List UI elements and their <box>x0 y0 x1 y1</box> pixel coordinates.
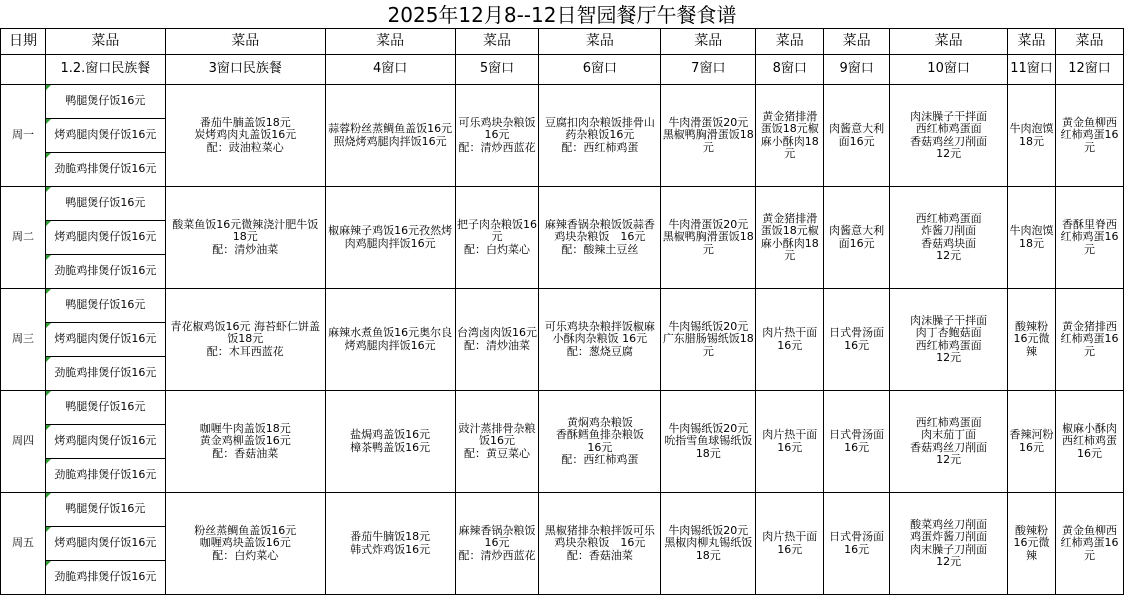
claypot-item: 劲脆鸡排煲仔饭16元 <box>45 561 165 595</box>
window-10-menu: 肉沫臊子干拌面 西红柿鸡蛋面 香菇鸡丝刀削面 12元 <box>890 85 1008 187</box>
window-10-menu: 西红柿鸡蛋面 肉末茄丁面 香菇鸡丝刀削面 12元 <box>890 391 1008 493</box>
day-row <box>1 289 1124 323</box>
window-cell: 7窗口 <box>661 55 756 85</box>
claypot-item: 鸭腿煲仔饭16元 <box>45 187 165 221</box>
window-9-menu: 日式骨汤面16元 <box>824 391 890 493</box>
claypot-item: 劲脆鸡排煲仔饭16元 <box>45 459 165 493</box>
window-10-menu: 西红柿鸡蛋面 炸酱刀削面 香菇鸡块面 12元 <box>890 187 1008 289</box>
window-3-menu: 番茄牛腩盖饭18元 炭烤鸡肉丸盖饭16元 配：豉油粒菜心 <box>165 85 325 187</box>
window-7-menu: 牛肉滑蛋饭20元 黑椒鸭胸滑蛋饭18元 <box>661 187 756 289</box>
window-8-menu: 肉片热干面16元 <box>756 391 824 493</box>
menu-table <box>0 28 1124 595</box>
header-cell: 菜品 <box>824 29 890 55</box>
header-cell: 日期 <box>1 29 46 55</box>
window-5-menu: 台湾卤肉饭16元 配：清炒油菜 <box>455 289 539 391</box>
window-6-menu: 豆腐扣肉杂粮饭排骨山药杂粮饭16元 配：西红柿鸡蛋 <box>539 85 661 187</box>
claypot-item: 鸭腿煲仔饭16元 <box>45 85 165 119</box>
window-9-menu: 肉酱意大利面16元 <box>824 85 890 187</box>
header-cell: 菜品 <box>325 29 455 55</box>
page-title: 2025年12月8--12日智园餐厅午餐食谱 <box>387 3 737 27</box>
header-row <box>1 29 1124 55</box>
day-row <box>1 391 1124 425</box>
window-11-menu: 香辣河粉16元 <box>1008 391 1056 493</box>
window-8-menu: 肉片热干面16元 <box>756 493 824 595</box>
window-5-menu: 把子肉杂粮饭16元 配：白灼菜心 <box>455 187 539 289</box>
header-cell: 菜品 <box>455 29 539 55</box>
window-6-menu: 黄焖鸡杂粮饭 香酥鳕鱼排杂粮饭 16元 配：西红柿鸡蛋 <box>539 391 661 493</box>
window-6-menu: 麻辣香锅杂粮饭饭蒜香鸡块杂粮饭 16元 配：酸辣土豆丝 <box>539 187 661 289</box>
window-12-menu: 椒麻小酥肉西红柿鸡蛋16元 <box>1055 391 1123 493</box>
window-3-menu: 粉丝蒸鲷鱼盖饭16元 咖喱鸡块盖饭16元 配：白灼菜心 <box>165 493 325 595</box>
window-4-menu: 蒜蓉粉丝蒸鲷鱼盖饭16元照烧烤鸡腿肉拌饭16元 <box>325 85 455 187</box>
window-4-menu: 番茄牛腩饭18元 韩式炸鸡饭16元 <box>325 493 455 595</box>
window-4-menu: 盐焗鸡盖饭16元 樟茶鸭盖饭16元 <box>325 391 455 493</box>
header-cell: 菜品 <box>756 29 824 55</box>
window-9-menu: 日式骨汤面16元 <box>824 289 890 391</box>
window-11-menu: 酸辣粉16元微辣 <box>1008 289 1056 391</box>
header-cell: 菜品 <box>45 29 165 55</box>
day-label: 周三 <box>1 289 46 391</box>
window-11-menu: 牛肉泡馍18元 <box>1008 187 1056 289</box>
window-6-menu: 黑椒猪排杂粮拌饭可乐鸡块杂粮饭 16元 配：香菇油菜 <box>539 493 661 595</box>
claypot-item: 劲脆鸡排煲仔饭16元 <box>45 255 165 289</box>
header-cell: 菜品 <box>661 29 756 55</box>
window-row <box>1 55 1124 85</box>
window-7-menu: 牛肉滑蛋饭20元 黑椒鸭胸滑蛋饭18元 <box>661 85 756 187</box>
claypot-item: 烤鸡腿肉煲仔饭16元 <box>45 119 165 153</box>
window-9-menu: 日式骨汤面16元 <box>824 493 890 595</box>
header-cell: 菜品 <box>890 29 1008 55</box>
window-3-menu: 青花椒鸡饭16元 海苔虾仁饼盖饭18元 配：木耳西蓝花 <box>165 289 325 391</box>
window-10-menu: 肉沫臊子干拌面 肉丁杏鲍菇面 西红柿鸡蛋面 12元 <box>890 289 1008 391</box>
window-11-menu: 牛肉泡馍18元 <box>1008 85 1056 187</box>
window-cell: 9窗口 <box>824 55 890 85</box>
header-cell: 菜品 <box>1055 29 1123 55</box>
window-cell: 1.2.窗口民族餐 <box>45 55 165 85</box>
claypot-item: 鸭腿煲仔饭16元 <box>45 493 165 527</box>
claypot-item: 鸭腿煲仔饭16元 <box>45 289 165 323</box>
window-cell: 5窗口 <box>455 55 539 85</box>
window-12-menu: 黄金鱼柳西红柿鸡蛋16元 <box>1055 493 1123 595</box>
window-6-menu: 可乐鸡块杂粮拌饭椒麻小酥肉杂粮饭 16元 配：葱烧豆腐 <box>539 289 661 391</box>
header-cell: 菜品 <box>165 29 325 55</box>
claypot-item: 鸭腿煲仔饭16元 <box>45 391 165 425</box>
window-cell: 12窗口 <box>1055 55 1123 85</box>
window-10-menu: 酸菜鸡丝刀削面 鸡蛋炸酱刀削面 肉末臊子刀削面 12元 <box>890 493 1008 595</box>
header-cell: 菜品 <box>1008 29 1056 55</box>
window-8-menu: 黄金猪排滑蛋饭18元椒麻小酥肉18元 <box>756 85 824 187</box>
window-cell: 4窗口 <box>325 55 455 85</box>
window-3-menu: 咖喱牛肉盖饭18元 黄金鸡柳盖饭16元 配：香菇油菜 <box>165 391 325 493</box>
empty-cell <box>1 55 46 85</box>
header-cell: 菜品 <box>539 29 661 55</box>
window-8-menu: 肉片热干面16元 <box>756 289 824 391</box>
day-row <box>1 85 1124 119</box>
window-12-menu: 香酥里脊西红柿鸡蛋16元 <box>1055 187 1123 289</box>
claypot-item: 烤鸡腿肉煲仔饭16元 <box>45 527 165 561</box>
claypot-item: 劲脆鸡排煲仔饭16元 <box>45 357 165 391</box>
day-label: 周一 <box>1 85 46 187</box>
claypot-item: 烤鸡腿肉煲仔饭16元 <box>45 425 165 459</box>
claypot-item: 劲脆鸡排煲仔饭16元 <box>45 153 165 187</box>
day-row <box>1 187 1124 221</box>
window-cell: 10窗口 <box>890 55 1008 85</box>
claypot-item: 烤鸡腿肉煲仔饭16元 <box>45 323 165 357</box>
day-label: 周五 <box>1 493 46 595</box>
day-label: 周四 <box>1 391 46 493</box>
window-5-menu: 可乐鸡块杂粮饭16元 配：清炒西蓝花 <box>455 85 539 187</box>
window-12-menu: 黄金鱼柳西红柿鸡蛋16元 <box>1055 85 1123 187</box>
day-row <box>1 493 1124 527</box>
window-9-menu: 肉酱意大利面16元 <box>824 187 890 289</box>
window-cell: 3窗口民族餐 <box>165 55 325 85</box>
window-8-menu: 黄金猪排滑蛋饭18元椒麻小酥肉18元 <box>756 187 824 289</box>
window-11-menu: 酸辣粉16元微辣 <box>1008 493 1056 595</box>
day-label: 周二 <box>1 187 46 289</box>
window-4-menu: 椒麻辣子鸡饭16元孜然烤肉鸡腿肉拌饭16元 <box>325 187 455 289</box>
window-cell: 8窗口 <box>756 55 824 85</box>
window-7-menu: 牛肉锡纸饭20元 广东腊肠锡纸饭18元 <box>661 289 756 391</box>
window-7-menu: 牛肉锡纸饭20元 吮指雪鱼球锡纸饭18元 <box>661 391 756 493</box>
window-5-menu: 豉汁蒸排骨杂粮饭16元 配：黄豆菜心 <box>455 391 539 493</box>
window-4-menu: 麻辣水煮鱼饭16元奥尔良烤鸡腿肉拌饭16元 <box>325 289 455 391</box>
window-7-menu: 牛肉锡纸饭20元 黑椒肉柳丸锡纸饭18元 <box>661 493 756 595</box>
window-cell: 6窗口 <box>539 55 661 85</box>
window-12-menu: 黄金猪排西红柿鸡蛋16元 <box>1055 289 1123 391</box>
window-5-menu: 麻辣香锅杂粮饭16元 配：清炒西蓝花 <box>455 493 539 595</box>
window-3-menu: 酸菜鱼饭16元微辣浇汁肥牛饭18元 配：清炒油菜 <box>165 187 325 289</box>
claypot-item: 烤鸡腿肉煲仔饭16元 <box>45 221 165 255</box>
window-cell: 11窗口 <box>1008 55 1056 85</box>
